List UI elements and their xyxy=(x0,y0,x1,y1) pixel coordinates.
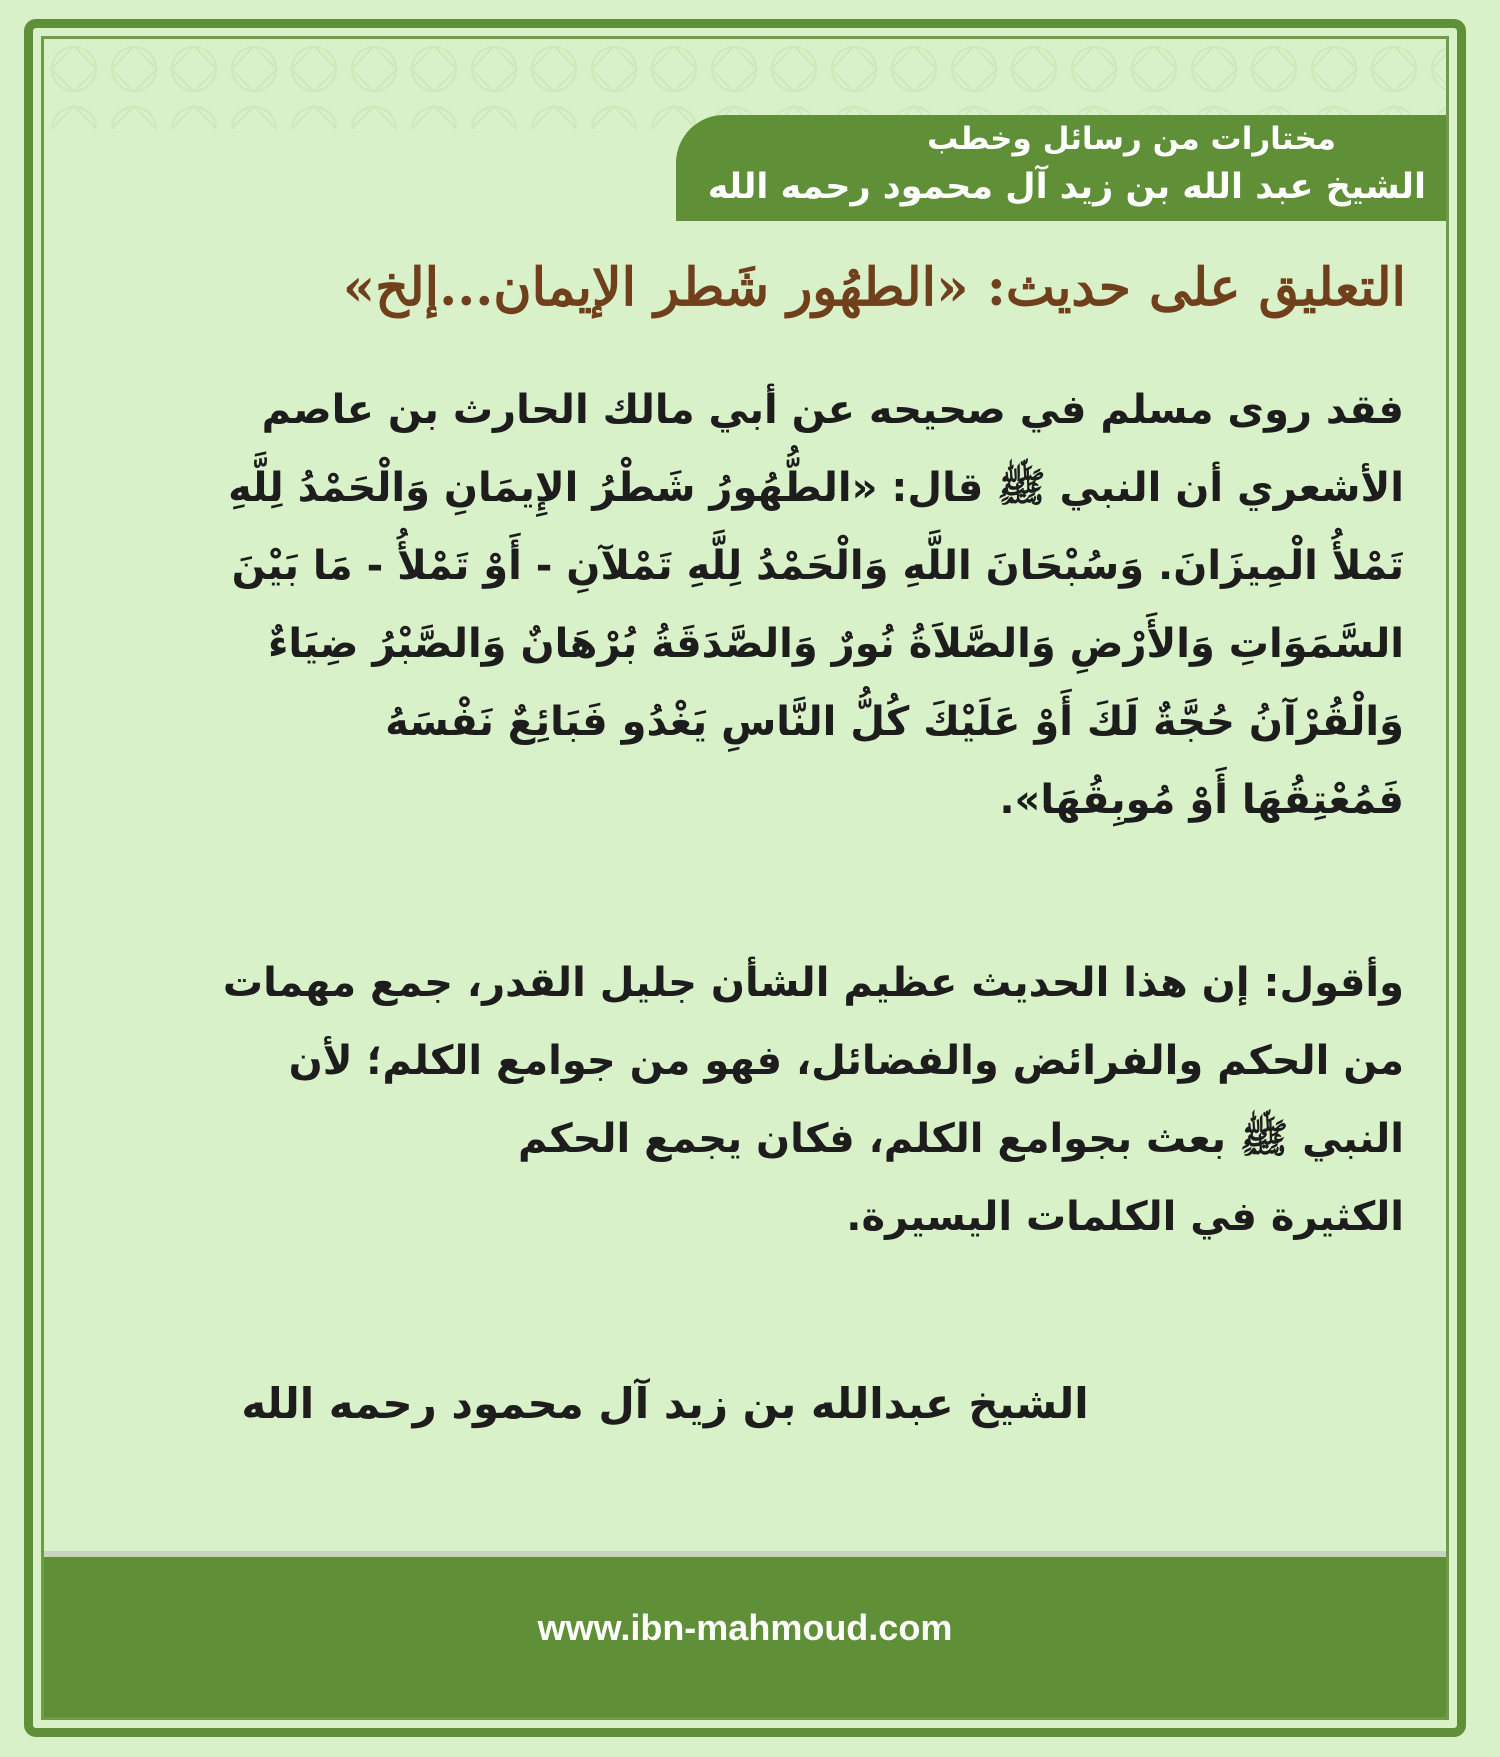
footer-band xyxy=(44,1551,1446,1717)
text-line: الأشعري أن النبي ﷺ قال: «الطُّهُورُ شَطْرُ الإِيمَانِ وَالْحَمْدُ لِلَّهِ xyxy=(228,465,1404,511)
header-band xyxy=(676,115,1446,221)
inner-border xyxy=(41,36,1449,1720)
page-frame xyxy=(24,19,1466,1737)
text-line: وأقول: إن هذا الحديث عظيم الشأن جليل القدر، جمع مهمات xyxy=(222,960,1404,1006)
paragraph-commentary xyxy=(104,944,1404,1256)
paragraph-hadith xyxy=(104,371,1404,839)
text-line: تَمْلأُ الْمِيزَانَ. وَسُبْحَانَ اللَّهِ وَالْحَمْدُ لِلَّهِ تَمْلآنِ - أَوْ تَمْلأُ - مَا بَيْنَ xyxy=(231,543,1404,589)
website-link[interactable]: www.ibn-mahmoud.com xyxy=(537,1607,953,1648)
text-line: النبي ﷺ بعث بجوامع الكلم، فكان يجمع الحكم xyxy=(518,1116,1404,1162)
text-line: من الحكم والفرائض والفضائل، فهو من جوامع الكلم؛ لأن xyxy=(288,1038,1404,1084)
page-title: التعليق على حديث: «الطهُور شَطر الإيمان...إلخ» xyxy=(342,257,1406,318)
header-line-2: الشيخ عبد الله بن زيد آل محمود رحمه الله xyxy=(707,167,1426,207)
header-line-1: مختارات من رسائل وخطب xyxy=(927,121,1336,157)
text-line: وَالْقُرْآنُ حُجَّةٌ لَكَ أَوْ عَلَيْكَ كُلُّ النَّاسِ يَغْدُو فَبَائِعٌ نَفْسَهُ xyxy=(385,699,1404,745)
text-line: الكثيرة في الكلمات اليسيرة. xyxy=(846,1194,1404,1240)
text-line: فقد روى مسلم في صحيحه عن أبي مالك الحارث بن عاصم xyxy=(261,387,1404,433)
text-line: فَمُعْتِقُهَا أَوْ مُوبِقُهَا». xyxy=(999,777,1404,823)
text-line: السَّمَوَاتِ وَالأَرْضِ وَالصَّلاَةُ نُورٌ وَالصَّدَقَةُ بُرْهَانٌ وَالصَّبْرُ ضِيَاءٌ xyxy=(267,621,1404,667)
author-signature: الشيخ عبدالله بن زيد آل محمود رحمه الله xyxy=(241,1379,1089,1428)
